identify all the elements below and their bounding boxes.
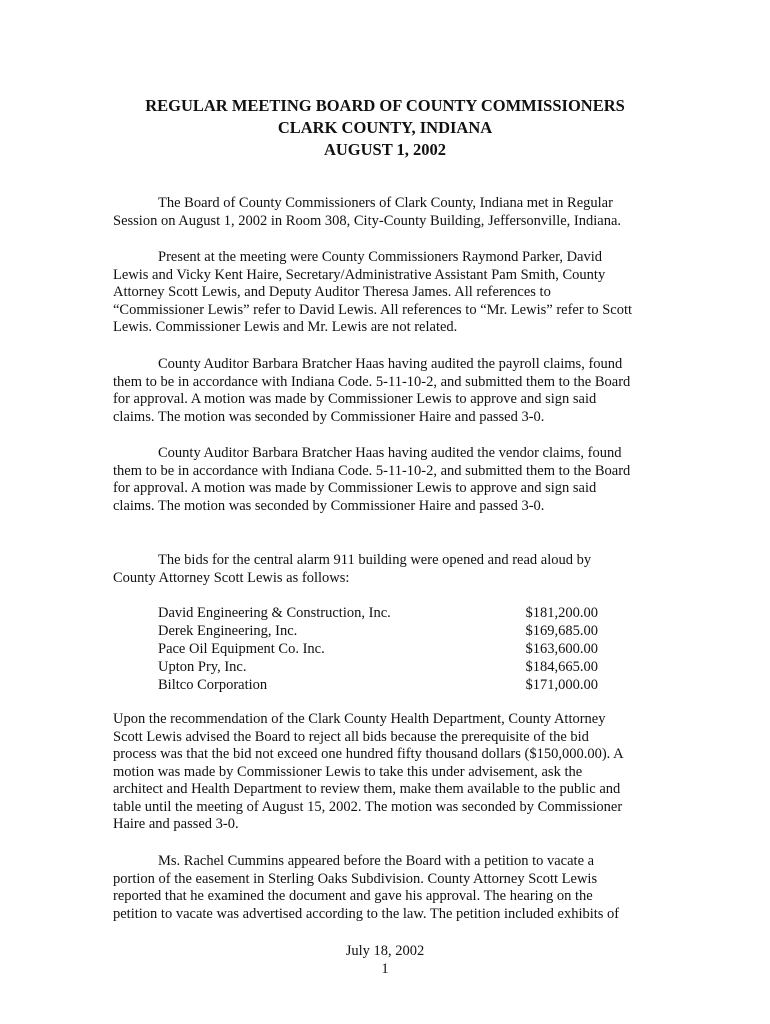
- paragraph-line: claims. The motion was seconded by Commissioner Haire and passed 3-0.: [113, 408, 545, 425]
- paragraph-line: for approval. A motion was made by Commissioner Lewis to approve and sign said: [113, 480, 597, 496]
- bid-company: Derek Engineering, Inc.: [158, 623, 298, 639]
- footer-date: July 18, 2002: [345, 943, 425, 959]
- bid-amount: $169,685.00: [525, 623, 598, 639]
- bid-row: [158, 623, 598, 641]
- paragraph-line: “Commissioner Lewis” refer to David Lewis. All references to “Mr. Lewis” refer to Scott: [113, 301, 633, 318]
- paragraph-bids-intro: [113, 552, 659, 587]
- bid-row: [158, 659, 598, 677]
- paragraph-line: claims. The motion was seconded by Commissioner Haire and passed 3-0.: [113, 497, 545, 514]
- paragraph-attendance: [113, 249, 659, 337]
- paragraph-petition: [113, 853, 659, 923]
- document-county: CLARK COUNTY, INDIANA: [277, 118, 493, 137]
- bid-amount: $181,200.00: [525, 605, 598, 621]
- paragraph-recommendation: [113, 711, 659, 834]
- paragraph-line: Present at the meeting were County Commissioners Raymond Parker, David: [158, 249, 603, 265]
- bid-company: Biltco Corporation: [158, 677, 268, 693]
- paragraph-line: Attorney Scott Lewis, and Deputy Auditor Theresa James. All references to: [113, 284, 551, 300]
- paragraph-line: The bids for the central alarm 911 building were opened and read aloud by: [158, 552, 592, 568]
- bid-amount: $171,000.00: [525, 677, 598, 693]
- paragraph-line: portion of the easement in Sterling Oaks Subdivision. County Attorney Scott Lewis: [113, 870, 598, 887]
- paragraph-line: motion was made by Commissioner Lewis to take this under advisement, ask the: [113, 763, 583, 780]
- document-date: AUGUST 1, 2002: [323, 140, 447, 159]
- bid-company: Upton Pry, Inc.: [158, 659, 247, 675]
- paragraph-line: County Auditor Barbara Bratcher Haas having audited the payroll claims, found: [158, 356, 623, 372]
- paragraph-line: The Board of County Commissioners of Clark County, Indiana met in Regular: [158, 195, 613, 211]
- paragraph-line: architect and Health Department to review them, make them available to the public and: [113, 781, 621, 797]
- page-number: 1: [381, 961, 389, 977]
- bid-amount: $184,665.00: [525, 659, 598, 675]
- paragraph-line: them to be in accordance with Indiana Code. 5-11-10-2, and submitted them to the Board: [113, 462, 631, 479]
- paragraph-vendor-claims: [113, 445, 659, 515]
- bid-amount: $163,600.00: [525, 641, 598, 657]
- paragraph-line: petition to vacate was advertised according to the law. The petition included exhibits of: [113, 905, 620, 922]
- bid-company: David Engineering & Construction, Inc.: [158, 605, 391, 621]
- paragraph-line: Lewis and Vicky Kent Haire, Secretary/Administrative Assistant Pam Smith, County: [113, 266, 606, 283]
- bid-row: [158, 605, 598, 623]
- paragraph-line: them to be in accordance with Indiana Code. 5-11-10-2, and submitted them to the Board: [113, 373, 631, 390]
- paragraph-line: for approval. A motion was made by Commissioner Lewis to approve and sign said: [113, 391, 597, 407]
- paragraph-line: Session on August 1, 2002 in Room 308, City-County Building, Jeffersonville, Indiana.: [113, 212, 622, 229]
- paragraph-line: County Auditor Barbara Bratcher Haas having audited the vendor claims, found: [158, 445, 622, 461]
- paragraph-line: reported that he examined the document and gave his approval. The hearing on the: [113, 888, 593, 904]
- bid-row: [158, 677, 598, 695]
- paragraph-line: County Attorney Scott Lewis as follows:: [113, 569, 350, 586]
- paragraph-session: [113, 195, 659, 230]
- paragraph-line: Upon the recommendation of the Clark County Health Department, County Attorney: [113, 711, 606, 727]
- paragraph-line: table until the meeting of August 15, 2002. The motion was seconded by Commissioner: [113, 798, 623, 815]
- document-title: REGULAR MEETING BOARD OF COUNTY COMMISSIONERS: [145, 96, 625, 115]
- bid-company: Pace Oil Equipment Co. Inc.: [158, 641, 325, 657]
- paragraph-line: Scott Lewis advised the Board to reject all bids because the prerequisite of the bid: [113, 728, 589, 745]
- paragraph-line: Lewis. Commissioner Lewis and Mr. Lewis are not related.: [113, 319, 458, 335]
- paragraph-line: Haire and passed 3-0.: [113, 816, 239, 832]
- paragraph-line: process was that the bid not exceed one hundred fifty thousand dollars ($150,000.00). A: [113, 746, 624, 762]
- paragraph-payroll-claims: [113, 356, 659, 426]
- paragraph-line: Ms. Rachel Cummins appeared before the Board with a petition to vacate a: [158, 853, 595, 869]
- bid-row: [158, 641, 598, 659]
